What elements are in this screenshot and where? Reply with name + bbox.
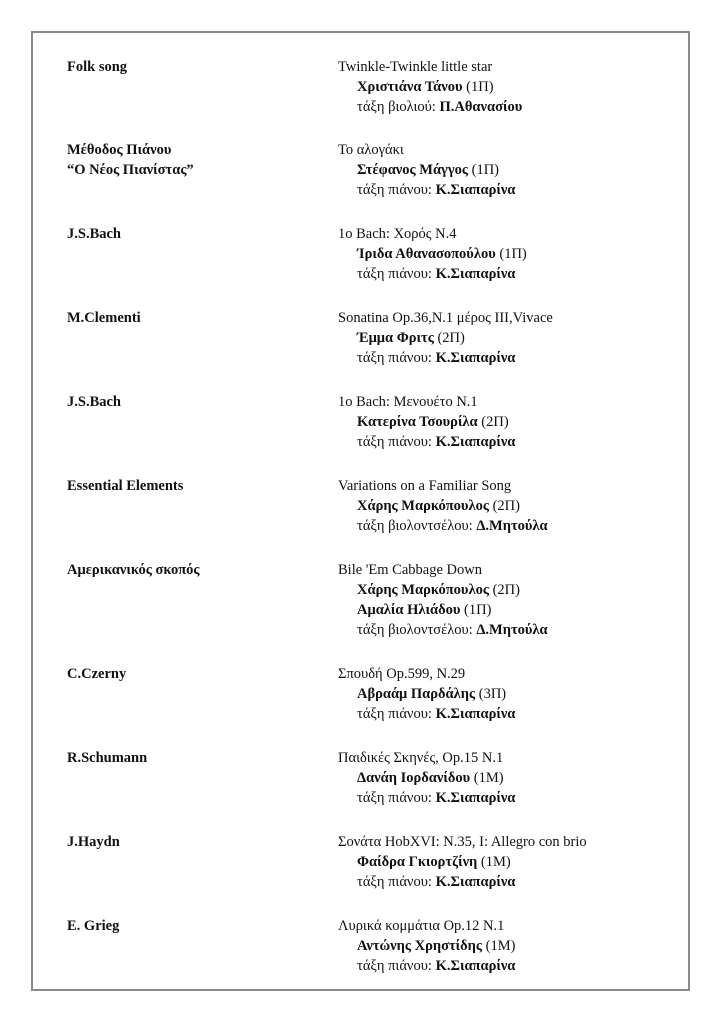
- composer: [67, 916, 119, 936]
- class-line: [338, 620, 548, 640]
- composer-line: Essential Elements: [67, 478, 184, 494]
- class-label: τάξη βιολοντσέλου:: [357, 518, 473, 534]
- student-line: [338, 77, 522, 97]
- class-label: τάξη πιάνου:: [357, 182, 432, 198]
- composer: [67, 560, 200, 580]
- student-level: (2Π): [481, 414, 509, 430]
- student-line: [338, 496, 548, 516]
- composer: [67, 476, 183, 496]
- program-page-frame: [31, 31, 690, 991]
- student-level: (1Π): [464, 602, 492, 618]
- student-level: (2Π): [492, 582, 520, 598]
- student-line: [338, 768, 515, 788]
- class-label: τάξη βιολοντσέλου:: [357, 622, 473, 638]
- composer-line: E. Grieg: [67, 918, 120, 934]
- class-line: [338, 97, 522, 117]
- teacher-name: Κ.Σιαπαρίνα: [435, 790, 516, 806]
- composer-line: Folk song: [67, 59, 128, 75]
- teacher-name: Δ.Μητούλα: [476, 622, 548, 638]
- student-name: Αβραάμ Παρδάλης: [357, 686, 476, 702]
- composer-line: “Ο Νέος Πιανίστας”: [67, 162, 194, 178]
- student-level: (1Π): [499, 246, 527, 262]
- student-line: [338, 328, 553, 348]
- composer: [67, 308, 141, 328]
- class-line: [338, 516, 548, 536]
- student-line: [338, 160, 515, 180]
- teacher-name: Κ.Σιαπαρίνα: [435, 874, 516, 890]
- class-label: τάξη πιάνου:: [357, 350, 432, 366]
- piece-details: [338, 916, 515, 976]
- piece-title: Το αλογάκι: [338, 142, 404, 158]
- student-level: (1Μ): [480, 854, 511, 870]
- piece-title: 1ο Bach: Μενουέτο N.1: [338, 394, 478, 410]
- class-line: [338, 872, 587, 892]
- piece-details: [338, 140, 515, 200]
- student-line: [338, 684, 515, 704]
- piece-details: [338, 392, 515, 452]
- student-name: Στέφανος Μάγγος: [357, 162, 468, 178]
- composer: [67, 748, 147, 768]
- composer-line: C.Czerny: [67, 666, 127, 682]
- piece-title: Twinkle-Twinkle little star: [338, 59, 493, 75]
- teacher-name: Δ.Μητούλα: [476, 518, 548, 534]
- student-level: (1Π): [466, 79, 494, 95]
- piece-title: Variations on a Familiar Song: [338, 478, 512, 494]
- composer: [67, 392, 121, 412]
- student-level: (2Π): [492, 498, 520, 514]
- teacher-name: Κ.Σιαπαρίνα: [435, 706, 516, 722]
- class-label: τάξη πιάνου:: [357, 434, 432, 450]
- class-label: τάξη βιολιού:: [357, 99, 436, 115]
- class-label: τάξη πιάνου:: [357, 266, 432, 282]
- piece-title: Λυρικά κομμάτια Op.12 N.1: [338, 918, 505, 934]
- class-label: τάξη πιάνου:: [357, 706, 432, 722]
- piece-details: [338, 664, 515, 724]
- student-line: [338, 600, 548, 620]
- student-line: [338, 852, 587, 872]
- composer-line: J.S.Bach: [67, 394, 121, 410]
- student-level: (1Μ): [473, 770, 504, 786]
- piece-title: Σπουδή Op.599, N.29: [338, 666, 466, 682]
- student-level: (2Π): [437, 330, 465, 346]
- class-line: [338, 432, 515, 452]
- piece-title: Σονάτα HobXVI: N.35, I: Allegro con brio: [338, 834, 587, 850]
- teacher-name: Π.Αθανασίου: [439, 99, 523, 115]
- teacher-name: Κ.Σιαπαρίνα: [435, 350, 516, 366]
- class-line: [338, 180, 515, 200]
- class-line: [338, 704, 515, 724]
- teacher-name: Κ.Σιαπαρίνα: [435, 958, 516, 974]
- composer: [67, 664, 126, 684]
- student-name: Χριστιάνα Τάνου: [357, 79, 463, 95]
- composer-line: J.Haydn: [67, 834, 120, 850]
- class-label: τάξη πιάνου:: [357, 874, 432, 890]
- student-line: [338, 244, 527, 264]
- student-line: [338, 412, 515, 432]
- composer: [67, 57, 127, 77]
- student-name: Χάρης Μαρκόπουλος: [357, 498, 489, 514]
- class-label: τάξη πιάνου:: [357, 790, 432, 806]
- student-name: Αμαλία Ηλιάδου: [357, 602, 461, 618]
- composer-line: J.S.Bach: [67, 226, 121, 242]
- class-line: [338, 788, 515, 808]
- class-line: [338, 956, 515, 976]
- student-level: (1Μ): [485, 938, 516, 954]
- composer-line: R.Schumann: [67, 750, 148, 766]
- piece-details: [338, 832, 587, 892]
- composer-line: Μέθοδος Πιάνου: [67, 142, 172, 158]
- student-name: Αντώνης Χρηστίδης: [357, 938, 483, 954]
- student-level: (3Π): [478, 686, 507, 702]
- piece-title: 1ο Bach: Χορός N.4: [338, 226, 457, 242]
- piece-details: [338, 308, 553, 368]
- student-level: (1Π): [471, 162, 500, 178]
- composer-line: Αμερικανικός σκοπός: [67, 562, 200, 578]
- student-name: Φαίδρα Γκιορτζίνη: [357, 854, 478, 870]
- teacher-name: Κ.Σιαπαρίνα: [435, 434, 516, 450]
- composer-line: M.Clementi: [67, 310, 141, 326]
- piece-details: [338, 57, 522, 117]
- piece-details: [338, 224, 527, 284]
- piece-details: [338, 476, 548, 536]
- piece-title: Bile 'Em Cabbage Down: [338, 562, 482, 578]
- class-line: [338, 348, 553, 368]
- student-line: [338, 580, 548, 600]
- student-name: Χάρης Μαρκόπουλος: [357, 582, 489, 598]
- student-name: Δανάη Ιορδανίδου: [357, 770, 471, 786]
- composer: [67, 140, 194, 180]
- teacher-name: Κ.Σιαπαρίνα: [435, 182, 516, 198]
- student-name: Κατερίνα Τσουρίλα: [357, 414, 478, 430]
- piece-title: Παιδικές Σκηνές, Op.15 N.1: [338, 750, 504, 766]
- composer: [67, 832, 120, 852]
- piece-details: [338, 748, 515, 808]
- teacher-name: Κ.Σιαπαρίνα: [435, 266, 516, 282]
- piece-details: [338, 560, 548, 640]
- student-name: Έμμα Φριτς: [357, 330, 434, 346]
- student-name: Ίριδα Αθανασοπούλου: [357, 246, 496, 262]
- composer: [67, 224, 121, 244]
- class-line: [338, 264, 527, 284]
- student-line: [338, 936, 515, 956]
- class-label: τάξη πιάνου:: [357, 958, 432, 974]
- piece-title: Sonatina Op.36,N.1 μέρος III,Vivace: [338, 310, 553, 326]
